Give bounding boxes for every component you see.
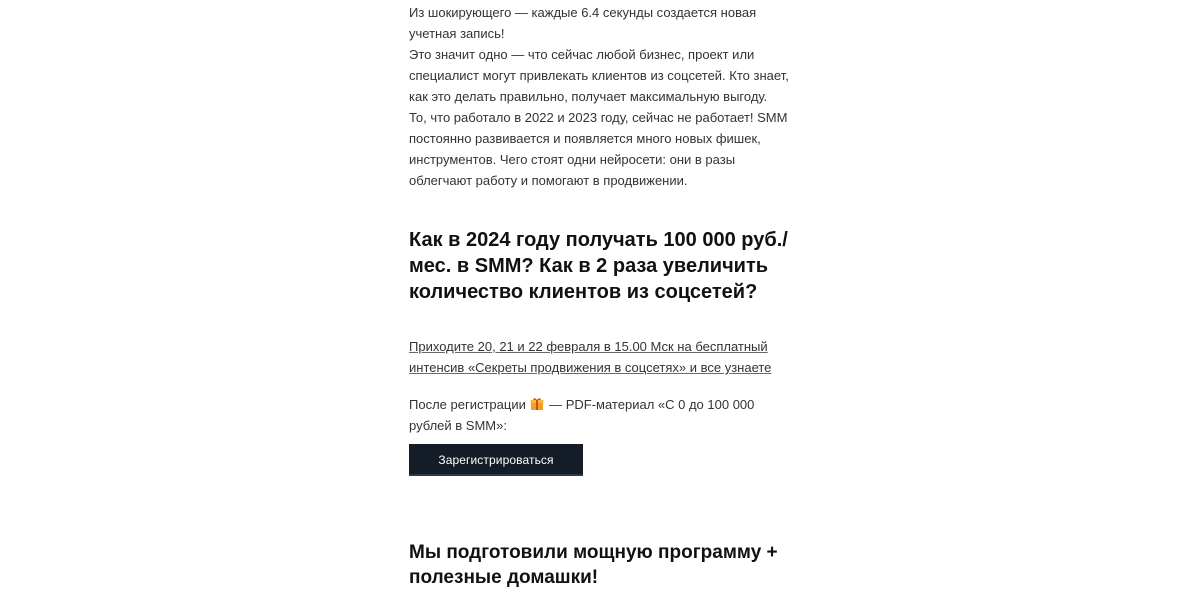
intensive-invite-link[interactable]: Приходите 20, 21 и 22 февраля в 15.00 Мск на бесплатный интенсив «Секреты продвижения в соцсетях» и все узнаете [409,339,772,375]
program-heading: Мы подготовили мощную программу + полезные домашки! [409,542,778,588]
smm-changes-paragraph: То, что работало в 2022 и 2023 году, сейчас не работает! SMM постоянно развивается и появляется много новых фишек, инструментов. Чего стоят одни нейросети: они в разы облегчают работу и помогают в продвижении. [409,110,788,188]
after-registration-text [409,394,789,436]
gift-icon [530,396,544,410]
after-registration-prefix: После регистрации [409,397,526,412]
benefit-paragraph: Это значит одно — что сейчас любой бизнес, проект или специалист могут привлекать клиентов из соцсетей. Кто знает, как это делать правильно, получает максимальную выгоду. [409,47,789,104]
intro-paragraph: Из шокирующего — каждые 6.4 секунды создается новая учетная запись! [409,5,757,41]
register-button[interactable]: Зарегистрироваться [409,444,583,476]
main-heading: Как в 2024 году получать 100 000 руб./мес. в SMM? Как в 2 раза увеличить количество клиентов из соцсетей? [409,229,788,303]
after-registration-suffix: — PDF-материал «С 0 до 100 000 рублей в SMM»: [409,397,755,433]
